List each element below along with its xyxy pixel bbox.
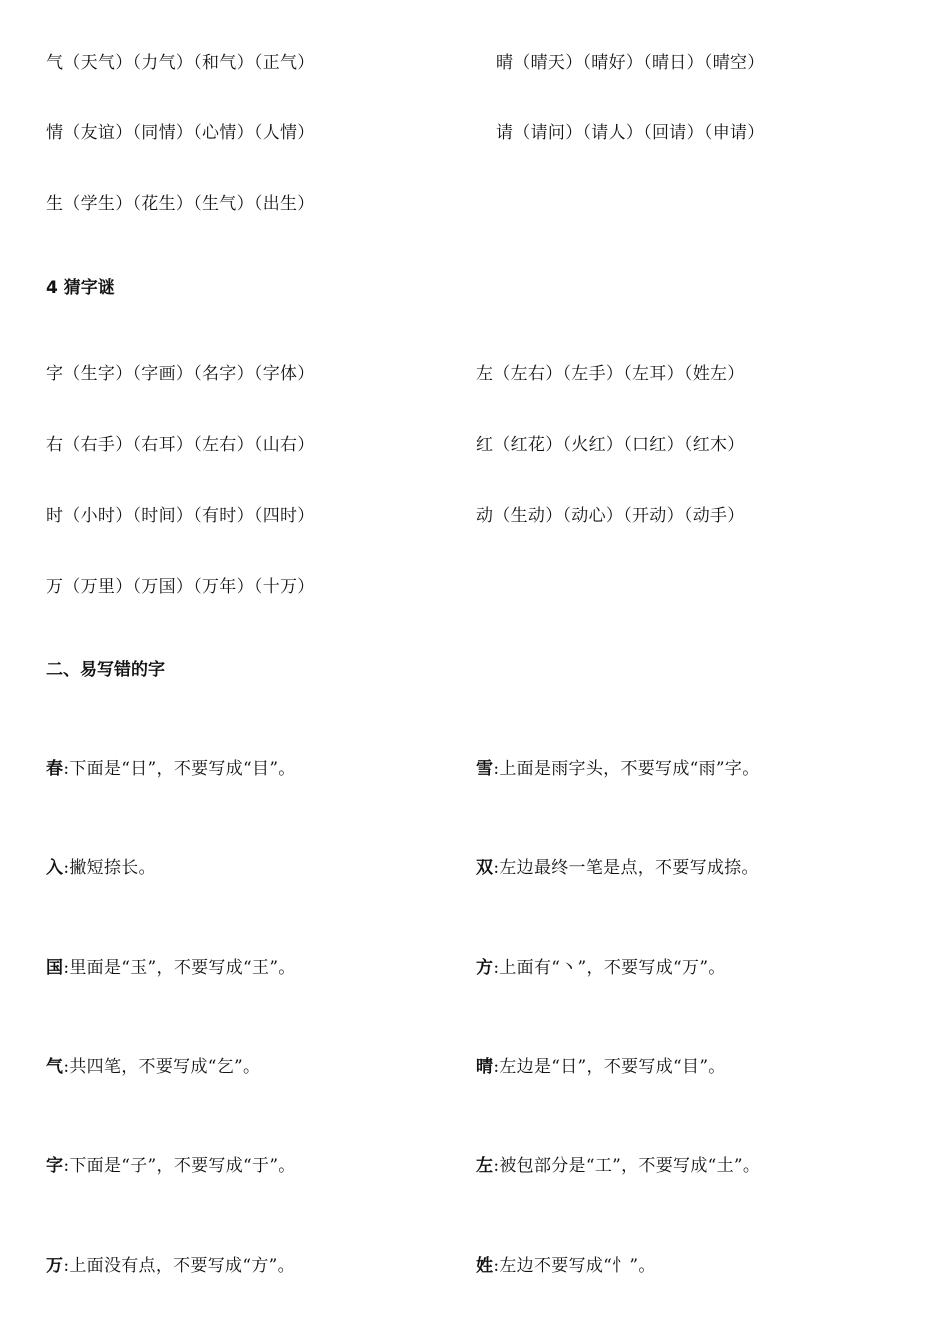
mistake-char: 双 [476,858,494,878]
section-title-riddles: 4 猜字谜 [46,278,115,298]
mistake-sep: : [63,1256,70,1276]
mistake-sep: : [493,1256,500,1276]
mistake-text: 左边是“日”，不要写成“目”。 [499,1057,726,1077]
mistake-item [46,757,296,781]
mistake-sep: : [63,1057,70,1077]
word-group-wan: 万（万里）（万国）（万年）（十万） [46,577,315,597]
mistake-text: 上面没有点，不要写成“方”。 [69,1256,295,1276]
mistake-char: 气 [46,1057,64,1077]
mistake-char: 国 [46,958,64,978]
word-group-shi: 时（小时）（时间）（有时）（四时） [46,506,315,526]
mistake-item [476,1154,760,1178]
mistake-item [46,1154,296,1178]
mistake-item [46,956,296,980]
word-group-zuo: 左（左右）（左手）（左耳）（姓左） [476,364,745,384]
mistake-text: 被包部分是“工”，不要写成“土”。 [499,1156,761,1176]
mistake-sep: : [63,858,70,878]
mistake-sep: : [63,958,70,978]
mistake-item [476,856,759,880]
mistake-item [46,1254,295,1278]
mistake-char: 方 [476,958,494,978]
mistake-char: 字 [46,1156,64,1176]
word-group-dong: 动（生动）（动心）（开动）（动手） [476,506,745,526]
word-group-qi: 气（天气）（力气）（和气）（正气） [46,53,315,73]
mistake-text: 左边最终一笔是点，不要写成捺。 [499,858,759,878]
mistake-sep: : [493,1156,500,1176]
mistake-text: 左边不要写成“忄”。 [499,1256,656,1276]
word-group-qing-sunny: 晴（晴天）（晴好）（晴日）（晴空） [496,53,765,73]
mistake-sep: : [493,759,500,779]
mistake-text: 上面有“丶”，不要写成“万”。 [499,958,726,978]
mistake-char: 晴 [476,1057,494,1077]
mistake-char: 左 [476,1156,494,1176]
mistake-text: 共四笔，不要写成“乞”。 [69,1057,261,1077]
mistake-sep: : [493,858,500,878]
mistake-text: 上面是雨字头，不要写成“雨”字。 [499,759,760,779]
mistake-text: 下面是“日”，不要写成“目”。 [69,759,296,779]
mistake-text: 里面是“玉”，不要写成“王”。 [69,958,296,978]
word-group-you: 右（右手）（右耳）（左右）（山右） [46,435,315,455]
mistake-sep: : [63,759,70,779]
mistake-sep: : [63,1156,70,1176]
mistake-char: 雪 [476,759,494,779]
mistake-text: 下面是“子”，不要写成“于”。 [69,1156,296,1176]
mistake-item [476,1254,656,1278]
mistake-sep: : [493,1057,500,1077]
word-group-qing-please: 请（请问）（请人）（回请）（申请） [496,123,765,143]
section-title-mistakes: 二、易写错的字 [46,660,165,680]
mistake-char: 姓 [476,1256,494,1276]
mistake-item [476,757,760,781]
mistake-item [46,856,156,880]
mistake-text: 撇短捺长。 [69,858,156,878]
mistake-sep: : [493,958,500,978]
mistake-item [476,1055,726,1079]
mistake-char: 入 [46,858,64,878]
mistake-item [476,956,726,980]
word-group-zi: 字（生字）（字画）（名字）（字体） [46,364,315,384]
mistake-item [46,1055,260,1079]
word-group-sheng: 生（学生）（花生）（生气）（出生） [46,194,315,214]
word-group-qing-feeling: 情（友谊）（同情）（心情）（人情） [46,123,315,143]
word-group-hong: 红（红花）（火红）（口红）（红木） [476,435,745,455]
mistake-char: 万 [46,1256,64,1276]
mistake-char: 春 [46,759,64,779]
